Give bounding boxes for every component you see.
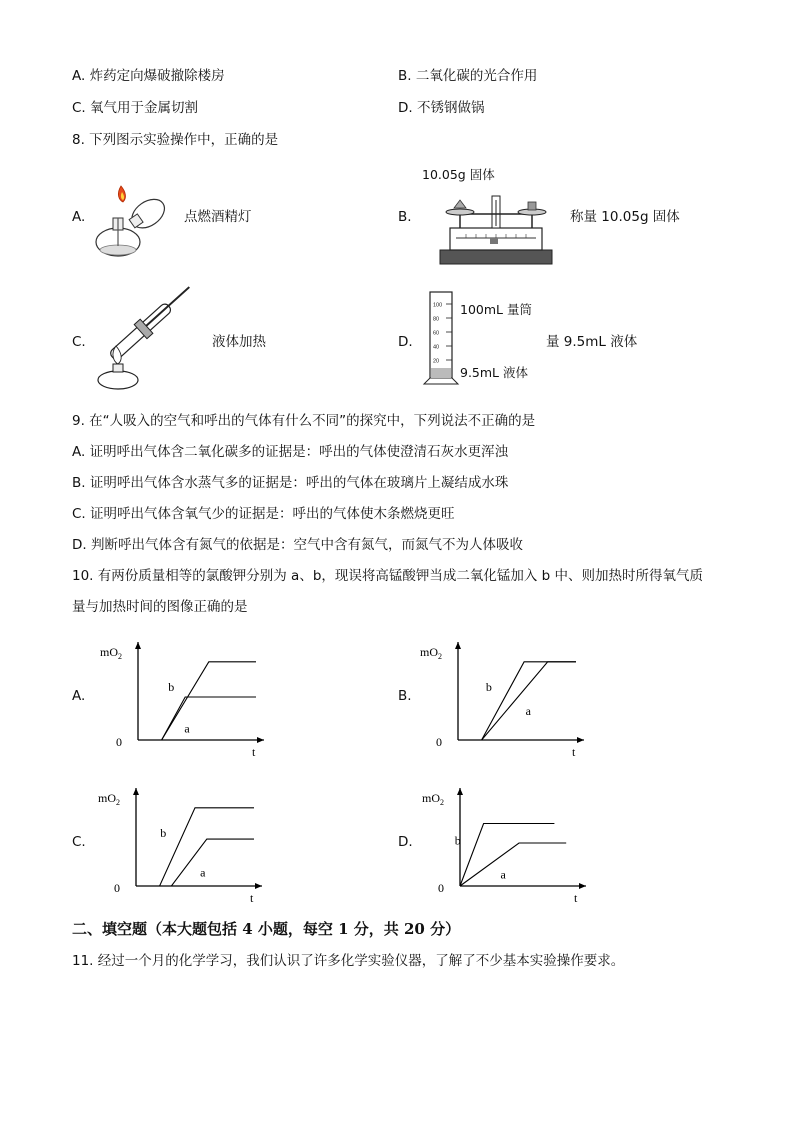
q8-option-d-bottom-label: 9.5mL 液体 (460, 365, 528, 380)
origin-label: 0 (438, 881, 444, 895)
q10-option-a-letter: A. (72, 688, 86, 704)
series-label-a: a (500, 867, 506, 882)
origin-label: 0 (114, 881, 120, 895)
y-axis-arrow (457, 788, 463, 795)
series-label-b: b (485, 679, 492, 694)
q8-option-c-letter: C. (72, 334, 86, 350)
q8-option-b-letter: B. (398, 209, 412, 225)
series-line-a (160, 839, 254, 886)
graduated-cylinder-icon (422, 288, 462, 388)
q10-graph-a (98, 630, 268, 760)
y-axis-label: $mO_2$ (98, 791, 120, 807)
q8-option-a-letter: A. (72, 209, 86, 225)
x-axis-arrow (255, 883, 262, 889)
series-line-b (136, 808, 254, 886)
q8-option-b-label: 称量 10.05g 固体 (570, 209, 680, 225)
series-label-b: b (160, 825, 167, 840)
test-tube-heating-icon (92, 288, 202, 392)
q10-graph-c (96, 776, 266, 906)
q8-option-d-top-label: 100mL 量筒 (460, 302, 532, 317)
q10-option-c-letter: C. (72, 834, 86, 850)
y-axis-label: $mO_2$ (420, 645, 442, 661)
x-axis-arrow (579, 883, 586, 889)
x-axis-label: t (572, 745, 576, 759)
series-label-a: a (184, 721, 190, 736)
q9-option-d: D. 判断呼出气体含有氮气的依据是：空气中含有氮气，而氮气不为人体吸收 (72, 537, 523, 553)
q10-option-d-letter: D. (398, 834, 413, 850)
cylinder-tick-label: 100 (433, 302, 443, 309)
cylinder-tick-label: 20 (433, 358, 440, 365)
series-line-b (458, 662, 576, 740)
series-line-b (138, 662, 256, 740)
origin-label: 0 (116, 735, 122, 749)
series-label-a: a (200, 865, 206, 880)
series-label-b: b (454, 833, 461, 848)
origin-label: 0 (436, 735, 442, 749)
q7-option-b: B. 二氧化碳的光合作用 (398, 68, 538, 84)
q10-stem-line2: 量与加热时间的图像正确的是 (72, 599, 248, 615)
y-axis-arrow (455, 642, 461, 649)
q8-option-b-top-label: 10.05g 固体 (422, 167, 495, 182)
q7-option-c: C. 氧气用于金属切割 (72, 100, 199, 116)
series-line-a (482, 662, 576, 740)
q10-option-b-letter: B. (398, 688, 412, 704)
x-axis-label: t (250, 891, 254, 905)
q9-option-a: A. 证明呼出气体含二氧化碳多的证据是：呼出的气体使澄清石灰水更浑浊 (72, 444, 509, 460)
q9-stem: 9. 在“人吸入的空气和呼出的气体有什么不同”的探究中，下列说法不正确的是 (72, 413, 536, 429)
cylinder-tick-label: 80 (433, 316, 440, 323)
q10-graph-b (418, 630, 588, 760)
q10-stem-line1: 10. 有两份质量相等的氯酸钾分别为 a、b，现误将高锰酸钾当成二氧化锰加入 b 中、则加热时所得氧气质 (72, 568, 704, 584)
balance-scale-icon (436, 188, 556, 266)
q8-option-c-label: 液体加热 (212, 334, 266, 350)
q7-option-d: D. 不锈钢做锅 (398, 100, 485, 116)
q8-option-d-letter: D. (398, 334, 413, 350)
series-line-a (162, 697, 256, 740)
alcohol-lamp-lighting-icon (92, 172, 172, 264)
q8-option-d-label: 量 9.5mL 液体 (546, 334, 638, 350)
q7-option-a: A. 炸药定向爆破撤除楼房 (72, 68, 225, 84)
y-axis-label: $mO_2$ (100, 645, 122, 661)
y-axis-arrow (135, 642, 141, 649)
x-axis-label: t (252, 745, 256, 759)
cylinder-tick-label: 60 (433, 330, 440, 337)
q11-stem: 11. 经过一个月的化学学习，我们认识了许多化学实验仪器，了解了不少基本实验操作要求。 (72, 953, 625, 969)
q8-stem: 8. 下列图示实验操作中，正确的是 (72, 132, 279, 148)
series-label-b: b (168, 679, 175, 694)
q10-graph-d (420, 776, 590, 906)
x-axis-arrow (577, 737, 584, 743)
cylinder-tick-label: 40 (433, 344, 440, 351)
series-line-b (460, 824, 554, 887)
y-axis-label: $mO_2$ (422, 791, 444, 807)
q8-option-a-label: 点燃酒精灯 (184, 209, 252, 225)
q9-option-c: C. 证明呼出气体含氧气少的证据是：呼出的气体使木条燃烧更旺 (72, 506, 455, 522)
series-line-a (460, 843, 566, 886)
x-axis-arrow (257, 737, 264, 743)
y-axis-arrow (133, 788, 139, 795)
x-axis-label: t (574, 891, 578, 905)
section-2-heading: 二、填空题（本大题包括 4 小题，每空 1 分，共 20 分） (72, 920, 461, 938)
series-label-a: a (525, 703, 531, 718)
q9-option-b: B. 证明呼出气体含水蒸气多的证据是：呼出的气体在玻璃片上凝结成水珠 (72, 475, 509, 491)
